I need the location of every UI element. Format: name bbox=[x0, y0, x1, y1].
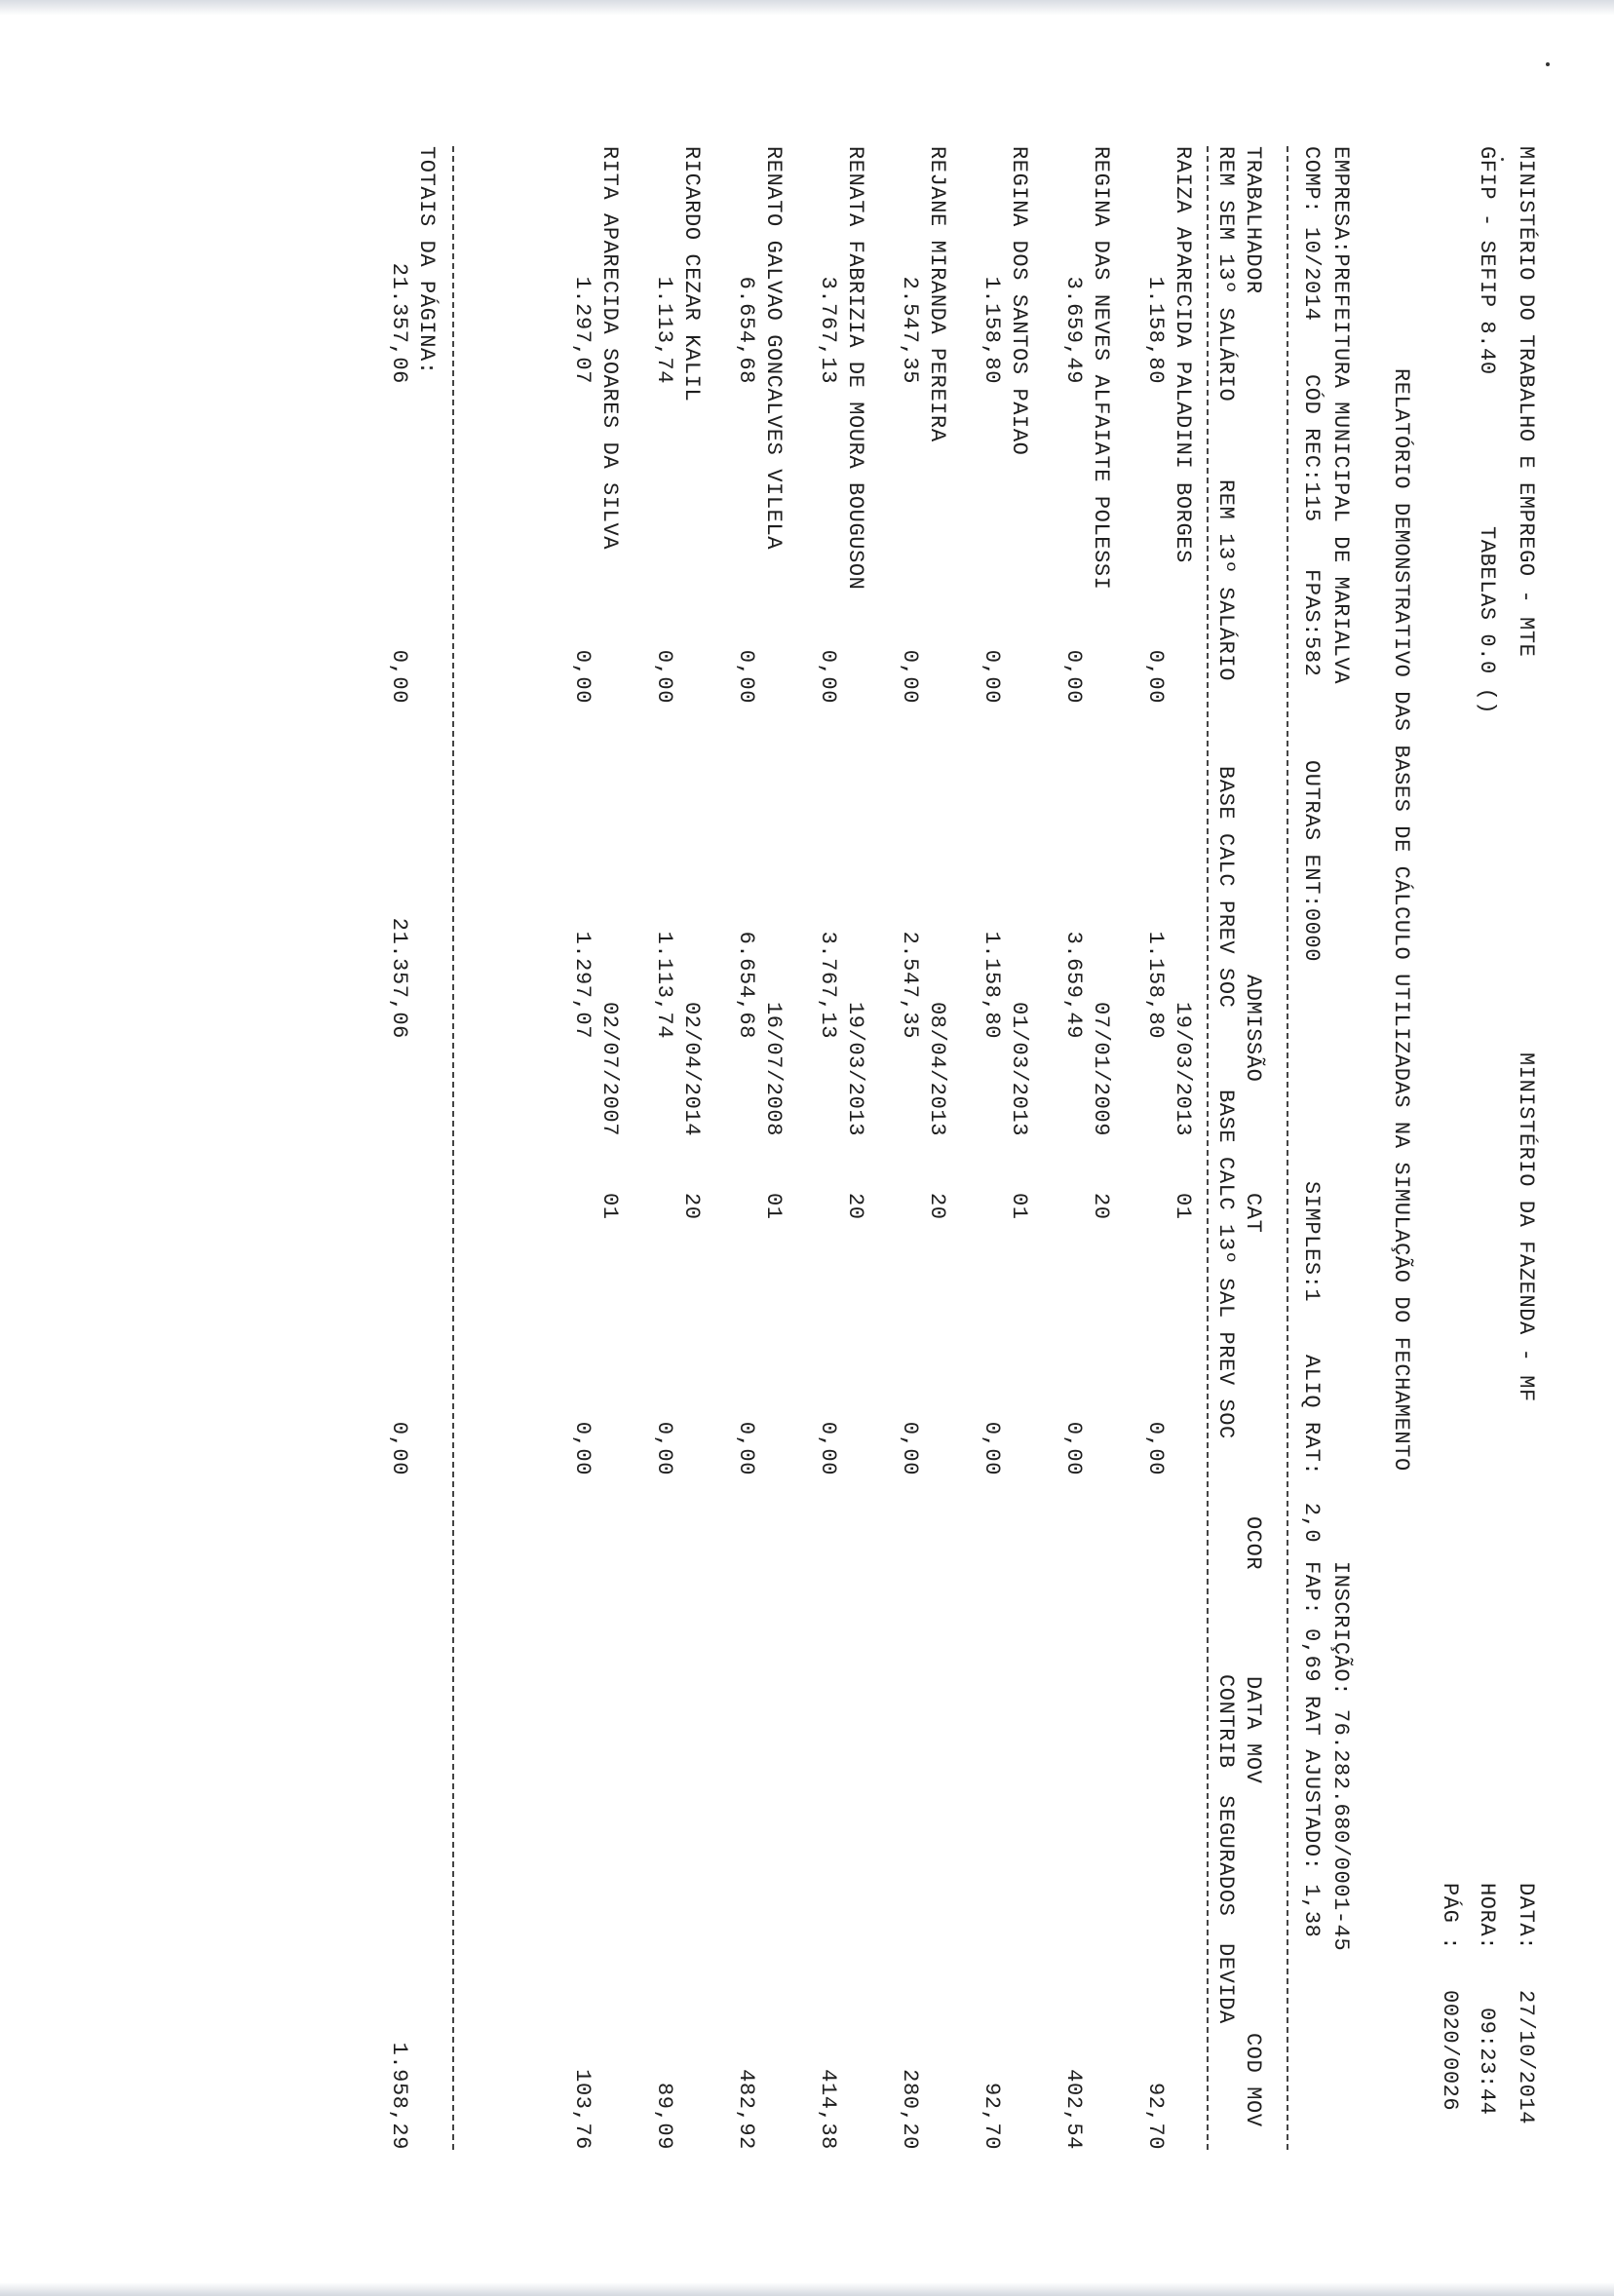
contrib-devida: 92,70 bbox=[1143, 2082, 1168, 2150]
ministry-labor: MINISTÉRIO DO TRABALHO E EMPREGO - MTE bbox=[1514, 146, 1538, 658]
base-calc-prev: 1.297,07 bbox=[570, 931, 595, 1039]
rem-sem-13: 2.547,35 bbox=[898, 276, 922, 384]
total-base-calc-13: 0,00 bbox=[387, 1421, 411, 1475]
contrib-devida: 402,54 bbox=[1061, 2069, 1086, 2150]
base-calc-prev: 1.113,74 bbox=[652, 931, 676, 1039]
rem-13: 0,00 bbox=[898, 649, 922, 704]
col-trabalhador: TRABALHADOR bbox=[1241, 146, 1265, 294]
cod-rec: CÓD REC:115 bbox=[1299, 374, 1324, 522]
rem-13: 0,00 bbox=[570, 649, 595, 704]
base-calc-13: 0,00 bbox=[1061, 1421, 1086, 1475]
worker-row bbox=[1035, 146, 1113, 2150]
col-ocor: OCOR bbox=[1241, 1516, 1265, 1571]
base-calc-13: 0,00 bbox=[1143, 1421, 1168, 1475]
contrib-devida: 414,38 bbox=[816, 2069, 840, 2150]
contrib-devida: 280,20 bbox=[898, 2069, 922, 2150]
col-admissao: ADMISSÃO bbox=[1241, 975, 1265, 1083]
category: 01 bbox=[1171, 1193, 1195, 1220]
worker-row bbox=[708, 146, 786, 2150]
worker-name: RITA APARECIDA SOARES DA SILVA bbox=[597, 146, 622, 551]
total-rem-sem-13: 21.357,06 bbox=[387, 262, 411, 384]
scan-edge-bottom bbox=[0, 2282, 1614, 2296]
worker-name: REGINA DOS SANTOS PAIAO bbox=[1007, 146, 1031, 456]
separator bbox=[1287, 146, 1288, 2150]
category: 20 bbox=[679, 1193, 704, 1220]
rem-13: 0,00 bbox=[734, 649, 758, 704]
worker-row bbox=[544, 146, 622, 2150]
rem-sem-13: 3.659,49 bbox=[1061, 276, 1086, 384]
base-calc-prev: 1.158,80 bbox=[1143, 931, 1168, 1039]
rem-13: 0,00 bbox=[1061, 649, 1086, 704]
worker-name: REGINA DAS NEVES ALFAIATE POLESSI bbox=[1089, 146, 1113, 591]
col-data-mov: DATA MOV bbox=[1241, 1676, 1265, 1784]
category: 01 bbox=[597, 1193, 622, 1220]
separator bbox=[452, 146, 454, 2150]
col-rem-13: REM 13º SALÁRIO bbox=[1213, 479, 1238, 682]
contrib-devida: 482,92 bbox=[734, 2069, 758, 2150]
base-calc-13: 0,00 bbox=[816, 1421, 840, 1475]
rem-sem-13: 1.113,74 bbox=[652, 276, 676, 384]
contrib-devida: 89,09 bbox=[652, 2082, 676, 2150]
tables-version: TABELAS 0.0 () bbox=[1475, 526, 1499, 715]
worker-name: RAIZA APARECIDA PALADINI BORGES bbox=[1171, 146, 1195, 563]
total-base-calc-prev: 21.357,06 bbox=[387, 917, 411, 1039]
rem-sem-13: 1.158,80 bbox=[980, 276, 1004, 384]
admission-date: 02/07/2007 bbox=[597, 1001, 622, 1136]
worker-row bbox=[953, 146, 1031, 2150]
worker-row bbox=[626, 146, 704, 2150]
contrib-devida: 103,76 bbox=[570, 2069, 595, 2150]
total-rem-13: 0,00 bbox=[387, 649, 411, 704]
category: 20 bbox=[843, 1193, 867, 1220]
totals-row bbox=[361, 146, 439, 2150]
base-calc-prev: 2.547,35 bbox=[898, 931, 922, 1039]
base-calc-13: 0,00 bbox=[734, 1421, 758, 1475]
ministry-finance: MINISTÉRIO DA FAZENDA - MF bbox=[1514, 1052, 1538, 1402]
rem-sem-13: 1.297,07 bbox=[570, 276, 595, 384]
outras-ent: OUTRAS ENT:0000 bbox=[1299, 760, 1324, 963]
col-rem-sem-13: REM SEM 13º SALÁRIO bbox=[1213, 146, 1238, 402]
date-label: DATA: bbox=[1514, 1883, 1538, 1951]
simples: SIMPLES:1 bbox=[1299, 1181, 1324, 1303]
worker-name: RENATA FABRIZIA DE MOURA BOUGUSON bbox=[843, 146, 867, 591]
contrib-devida: 92,70 bbox=[980, 2082, 1004, 2150]
inscricao: INSCRIÇÃO: 76.282.680/0001-45 bbox=[1328, 1561, 1353, 1952]
worker-row bbox=[789, 146, 867, 2150]
fpas: FPAS:582 bbox=[1299, 569, 1324, 677]
admission-date: 02/04/2014 bbox=[679, 1001, 704, 1136]
admission-date: 19/03/2013 bbox=[1171, 1001, 1195, 1136]
base-calc-13: 0,00 bbox=[652, 1421, 676, 1475]
admission-date: 16/07/2008 bbox=[761, 1001, 786, 1136]
rem-13: 0,00 bbox=[652, 649, 676, 704]
base-calc-13: 0,00 bbox=[980, 1421, 1004, 1475]
category: 20 bbox=[925, 1193, 949, 1220]
system-version: GFIP - SEFIP 8.40 bbox=[1475, 146, 1499, 375]
col-base-calc-prev: BASE CALC PREV SOC bbox=[1213, 766, 1238, 1009]
aliq-rat: ALIQ RAT: 2,0 bbox=[1299, 1355, 1324, 1544]
page-value: 0020/0026 bbox=[1438, 1990, 1462, 2112]
rem-13: 0,00 bbox=[816, 649, 840, 704]
worker-row bbox=[1117, 146, 1195, 2150]
worker-name: REJANE MIRANDA PEREIRA bbox=[925, 146, 949, 442]
category: 01 bbox=[761, 1193, 786, 1220]
col-cod-mov: COD MOV bbox=[1241, 2033, 1265, 2127]
rem-13: 0,00 bbox=[1143, 649, 1168, 704]
admission-date: 08/04/2013 bbox=[925, 1001, 949, 1136]
rem-sem-13: 3.767,13 bbox=[816, 276, 840, 384]
worker-row bbox=[871, 146, 949, 2150]
rem-sem-13: 6.654,68 bbox=[734, 276, 758, 384]
base-calc-prev: 1.158,80 bbox=[980, 931, 1004, 1039]
separator bbox=[1207, 146, 1209, 2150]
category: 20 bbox=[1089, 1193, 1113, 1220]
comp: COMP: 10/2014 bbox=[1299, 146, 1324, 322]
category: 01 bbox=[1007, 1193, 1031, 1220]
company-name: EMPRESA:PREFEITURA MUNICIPAL DE MARIALVA bbox=[1328, 146, 1353, 685]
base-calc-13: 0,00 bbox=[898, 1421, 922, 1475]
page-label: PÁG : bbox=[1438, 1883, 1462, 1951]
base-calc-prev: 3.767,13 bbox=[816, 931, 840, 1039]
base-calc-13: 0,00 bbox=[570, 1421, 595, 1475]
worker-name: RICARDO CEZAR KALIL bbox=[679, 146, 704, 402]
report-sheet bbox=[314, 146, 1538, 2150]
col-base-calc-13: BASE CALC 13º SAL PREV SOC bbox=[1213, 1090, 1238, 1439]
admission-date: 01/03/2013 bbox=[1007, 1001, 1031, 1136]
rem-sem-13: 1.158,80 bbox=[1143, 276, 1168, 384]
col-contrib: CONTRIB SEGURADOS DEVIDA bbox=[1213, 1674, 1238, 2024]
time-label: HORA: bbox=[1475, 1883, 1499, 1951]
col-cat: CAT bbox=[1241, 1193, 1265, 1234]
worker-name: RENATO GALVAO GONCALVES VILELA bbox=[761, 146, 786, 551]
base-calc-prev: 3.659,49 bbox=[1061, 931, 1086, 1039]
scan-edge-top bbox=[0, 0, 1614, 16]
date-value: 27/10/2014 bbox=[1514, 1990, 1538, 2125]
total-contrib-devida: 1.958,29 bbox=[387, 2042, 411, 2150]
base-calc-prev: 6.654,68 bbox=[734, 931, 758, 1039]
fap: FAP: 0,69 RAT AJUSTADO: 1,38 bbox=[1299, 1561, 1324, 1938]
speck bbox=[1546, 62, 1550, 66]
rem-13: 0,00 bbox=[980, 649, 1004, 704]
admission-date: 07/01/2009 bbox=[1089, 1001, 1113, 1136]
admission-date: 19/03/2013 bbox=[843, 1001, 867, 1136]
time-value: 09:23:44 bbox=[1475, 2008, 1499, 2116]
report-title: RELATÓRIO DEMONSTRATIVO DAS BASES DE CÁLCULO UTILIZADAS NA SIMULAÇÃO DO FECHAMENTO bbox=[1389, 368, 1413, 1472]
totals-label: TOTAIS DA PÁGINA: bbox=[414, 146, 439, 375]
